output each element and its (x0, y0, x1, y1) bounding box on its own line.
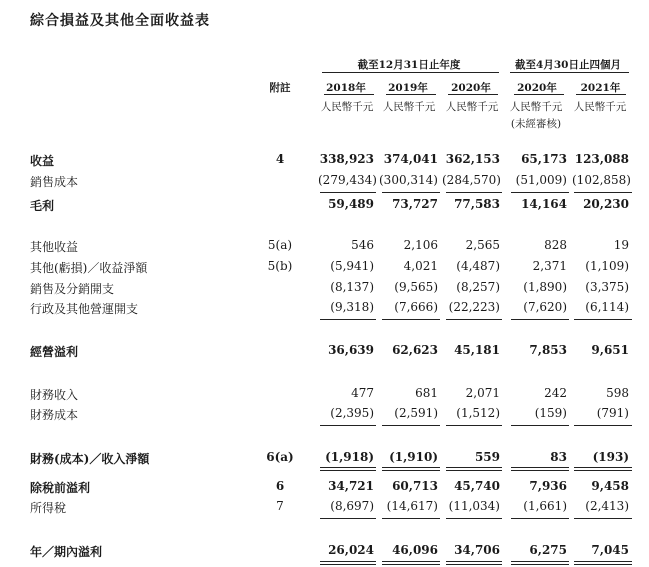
cell: 19 (613, 238, 629, 252)
cell: 362,153 (445, 152, 500, 166)
year-underline (448, 94, 498, 95)
year-underline (576, 94, 626, 95)
currency-unit: 人民幣千元 (382, 101, 436, 113)
cell: (102,858) (572, 173, 631, 187)
cell: (2,413) (585, 499, 629, 513)
subtotal-rule (511, 192, 569, 193)
cell: 7,045 (591, 543, 629, 557)
row-label: 財務收入 (30, 388, 79, 402)
row-label: 行政及其他營運開支 (30, 302, 139, 316)
cell: 2,071 (465, 386, 500, 400)
row-label: 所得稅 (30, 501, 67, 515)
cell: (1,109) (585, 259, 629, 273)
total-double-rule (511, 561, 569, 565)
year-underline (324, 94, 374, 95)
subtotal-rule (382, 192, 440, 193)
subtotal-rule (511, 518, 569, 519)
year-header: 2021年 (580, 82, 621, 94)
year-header: 2019年 (388, 82, 428, 94)
subtotal-rule (382, 425, 440, 426)
cell: 45,740 (454, 479, 500, 493)
cell: (14,617) (386, 499, 438, 513)
period-group-four-months-header: 截至4月30日止四個月 (515, 59, 621, 71)
row-label: 毛利 (30, 199, 55, 213)
cell: (2,395) (330, 406, 374, 420)
note-column-header: 附註 (269, 82, 291, 94)
currency-unit: 人民幣千元 (445, 101, 499, 113)
cell: (11,034) (448, 499, 500, 513)
row-label: 收益 (30, 154, 55, 168)
subtotal-rule (574, 192, 632, 193)
year-header: 2018年 (326, 82, 366, 94)
row-note: 4 (275, 152, 285, 166)
cell: 338,923 (319, 152, 374, 166)
cell: 681 (415, 386, 438, 400)
subtotal-rule (446, 425, 502, 426)
statement-title: 綜合損益及其他全面收益表 (30, 13, 210, 29)
cell: (1,512) (456, 406, 500, 420)
group-divider (322, 72, 499, 73)
row-label: 財務(成本)／收入淨額 (30, 452, 150, 466)
cell: 6,275 (529, 543, 567, 557)
period-group-year-header: 截至12月31日止年度 (357, 59, 461, 71)
subtotal-rule (320, 518, 376, 519)
cell: (300,314) (379, 173, 438, 187)
cell: 34,706 (454, 543, 500, 557)
cell: 26,024 (328, 543, 374, 557)
cell: 4,021 (403, 259, 438, 273)
total-double-rule (446, 467, 502, 471)
currency-unit: 人民幣千元 (509, 101, 563, 113)
total-double-rule (320, 467, 376, 471)
table-row (0, 238, 649, 256)
cell: 62,623 (392, 343, 438, 357)
cell: 2,565 (465, 238, 500, 252)
row-note: 5(b) (267, 259, 293, 273)
subtotal-rule (320, 192, 376, 193)
cell: 123,088 (574, 152, 629, 166)
cell: 2,106 (403, 238, 438, 252)
cell: 36,639 (328, 343, 374, 357)
cell: 73,727 (392, 197, 438, 211)
cell: 34,721 (328, 479, 374, 493)
cell: 9,651 (591, 343, 629, 357)
cell: (8,137) (330, 280, 374, 294)
cell: (284,570) (442, 173, 501, 187)
row-note: 6(a) (266, 450, 294, 464)
row-label: 銷售及分銷開支 (30, 282, 115, 296)
cell: (1,890) (523, 280, 567, 294)
subtotal-rule (446, 518, 502, 519)
cell: (8,257) (456, 280, 500, 294)
cell: 546 (351, 238, 374, 252)
group-divider (510, 72, 629, 73)
cell: 477 (351, 386, 374, 400)
cell: 46,096 (392, 543, 438, 557)
year-header: 2020年 (451, 82, 491, 94)
total-double-rule (382, 467, 440, 471)
year-underline (514, 94, 564, 95)
cell: (9,318) (330, 300, 374, 314)
cell: (7,620) (523, 300, 567, 314)
table-row (0, 173, 649, 191)
subtotal-rule (446, 319, 502, 320)
cell: 598 (606, 386, 629, 400)
subtotal-rule (382, 518, 440, 519)
subtotal-rule (382, 319, 440, 320)
table-row (0, 450, 649, 468)
table-row (0, 300, 649, 318)
row-label: 經營溢利 (30, 345, 79, 359)
cell: (2,591) (394, 406, 438, 420)
row-label: 年／期內溢利 (30, 545, 103, 559)
table-row (0, 406, 649, 424)
row-label: 其他(虧損)／收益淨額 (30, 261, 148, 275)
table-row (0, 479, 649, 497)
row-note: 6 (275, 479, 285, 493)
total-double-rule (320, 561, 376, 565)
cell: (7,666) (394, 300, 438, 314)
total-double-rule (446, 561, 502, 565)
subtotal-rule (320, 425, 376, 426)
cell: (8,697) (330, 499, 374, 513)
year-underline (386, 94, 436, 95)
year-header: 2020年 (517, 82, 557, 94)
table-row (0, 343, 649, 361)
subtotal-rule (574, 518, 632, 519)
cell: (1,918) (325, 450, 374, 464)
cell: (1,910) (389, 450, 438, 464)
cell: (4,487) (456, 259, 500, 273)
table-row (0, 259, 649, 277)
row-label: 銷售成本 (30, 175, 79, 189)
subtotal-rule (511, 319, 569, 320)
cell: 7,936 (529, 479, 567, 493)
cell: (791) (596, 406, 629, 420)
total-double-rule (574, 561, 632, 565)
cell: 7,853 (529, 343, 567, 357)
cell: (9,565) (394, 280, 438, 294)
cell: 374,041 (383, 152, 438, 166)
cell: (5,941) (330, 259, 374, 273)
cell: 9,458 (591, 479, 629, 493)
row-note: 5(a) (267, 238, 293, 252)
cell: 60,713 (392, 479, 438, 493)
cell: 65,173 (521, 152, 567, 166)
cell: 828 (544, 238, 567, 252)
cell: 14,164 (521, 197, 567, 211)
cell: (6,114) (585, 300, 629, 314)
row-note: 7 (276, 499, 284, 513)
cell: 59,489 (328, 197, 374, 211)
subtotal-rule (574, 319, 632, 320)
row-label: 除稅前溢利 (30, 481, 91, 495)
unaudited-label: (未經審核) (510, 118, 562, 130)
total-double-rule (511, 467, 569, 471)
cell: (22,223) (448, 300, 500, 314)
subtotal-rule (446, 192, 502, 193)
cell: 77,583 (454, 197, 500, 211)
cell: (1,661) (523, 499, 567, 513)
cell: 20,230 (583, 197, 629, 211)
subtotal-rule (320, 319, 376, 320)
table-row (0, 280, 649, 298)
cell: 242 (544, 386, 567, 400)
cell: (159) (534, 406, 567, 420)
subtotal-rule (511, 425, 569, 426)
cell: (3,375) (585, 280, 629, 294)
table-row (0, 499, 649, 517)
table-row (0, 543, 649, 561)
cell: 559 (474, 450, 500, 464)
row-label: 其他收益 (30, 240, 79, 254)
table-row (0, 197, 649, 215)
cell: (193) (592, 450, 629, 464)
cell: 83 (550, 450, 567, 464)
cell: (279,434) (318, 173, 377, 187)
cell: 45,181 (454, 343, 500, 357)
total-double-rule (382, 561, 440, 565)
cell: 2,371 (532, 259, 567, 273)
total-double-rule (574, 467, 632, 471)
subtotal-rule (574, 425, 632, 426)
table-row (0, 152, 649, 170)
currency-unit: 人民幣千元 (573, 101, 627, 113)
currency-unit: 人民幣千元 (320, 101, 374, 113)
cell: (51,009) (515, 173, 567, 187)
row-label: 財務成本 (30, 408, 79, 422)
table-row (0, 386, 649, 404)
